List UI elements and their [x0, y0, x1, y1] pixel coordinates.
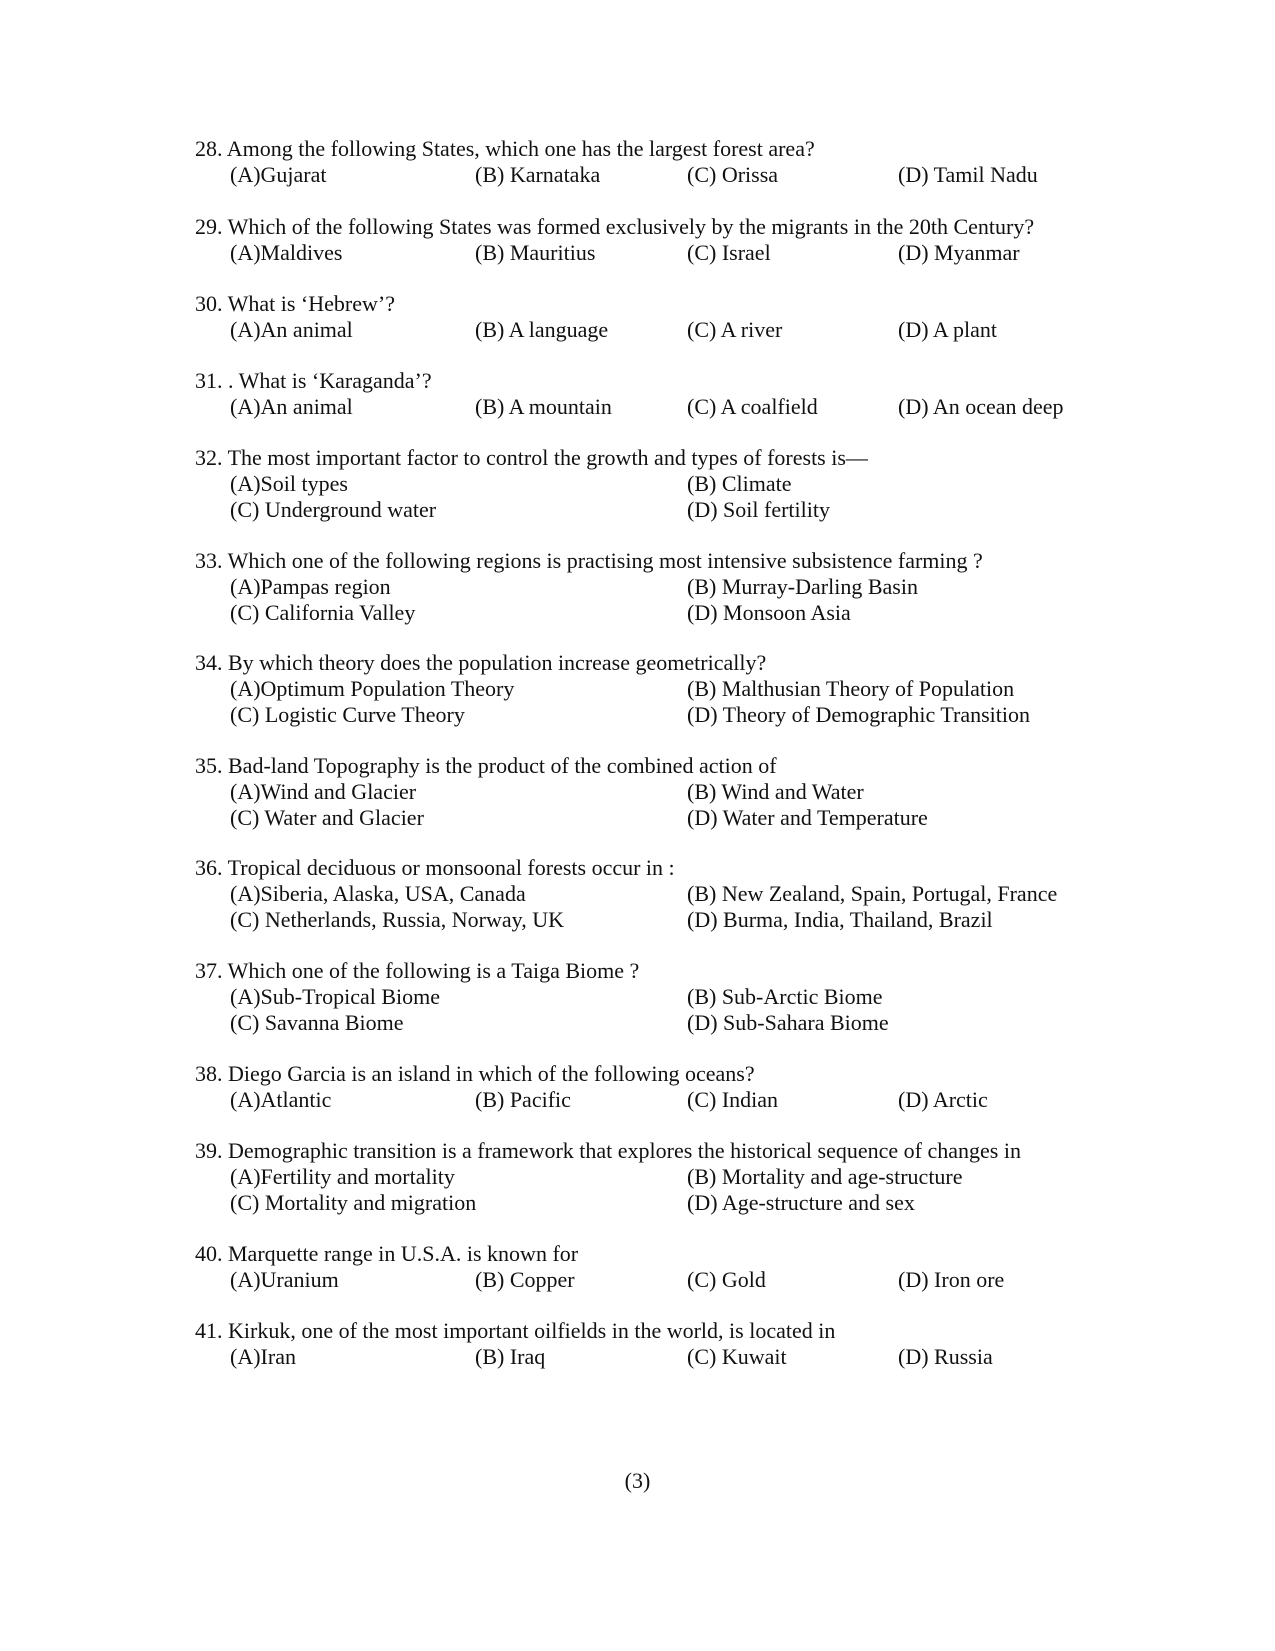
option-c: (C) Logistic Curve Theory	[230, 702, 465, 727]
option-a: (A)Fertility and mortality	[230, 1164, 455, 1189]
option-a: (A)Soil types	[230, 471, 348, 496]
option-c: (C) Orissa	[687, 162, 779, 187]
question-text: 32. The most important factor to control the growth and types of forests is—	[195, 445, 868, 470]
option-b: (B) Iraq	[475, 1344, 546, 1369]
option-d: (D) Iron ore	[898, 1267, 1005, 1292]
option-d: (D) Burma, India, Thailand, Brazil	[687, 907, 993, 932]
option-b: (B) Karnataka	[475, 162, 601, 187]
option-b: (B) Sub-Arctic Biome	[687, 984, 883, 1009]
question-text: 36. Tropical deciduous or monsoonal forests occur in :	[195, 855, 675, 880]
option-d: (D) Theory of Demographic Transition	[687, 702, 1030, 727]
option-row	[195, 162, 1095, 188]
option-b: (B) Murray-Darling Basin	[687, 574, 918, 599]
option-a: (A)Uranium	[230, 1267, 339, 1292]
option-row	[195, 317, 1095, 343]
question-block	[195, 1061, 1095, 1113]
option-d: (D) Tamil Nadu	[898, 162, 1038, 187]
option-b: (B) A mountain	[475, 394, 612, 419]
option-a: (A)Optimum Population Theory	[230, 676, 515, 701]
option-c: (C) Kuwait	[687, 1344, 787, 1369]
option-a: (A)Maldives	[230, 240, 343, 265]
option-row	[195, 574, 1095, 600]
option-d: (D) Monsoon Asia	[687, 600, 851, 625]
option-c: (C) California Valley	[230, 600, 416, 625]
question-block	[195, 650, 1095, 728]
option-d: (D) Sub-Sahara Biome	[687, 1010, 889, 1035]
option-d: (D) Soil fertility	[687, 497, 830, 522]
option-row	[195, 1344, 1095, 1370]
option-row	[195, 497, 1095, 523]
option-row	[195, 1190, 1095, 1216]
question-block	[195, 1138, 1095, 1216]
option-row	[195, 676, 1095, 702]
question-block	[195, 214, 1095, 266]
option-row	[195, 805, 1095, 831]
option-row	[195, 1164, 1095, 1190]
question-text: 33. Which one of the following regions is practising most intensive subsistence farming ?	[195, 548, 983, 573]
option-row	[195, 702, 1095, 728]
question-text: 28. Among the following States, which one has the largest forest area?	[195, 136, 815, 161]
option-c: (C) Indian	[687, 1087, 779, 1112]
option-b: (B) Mortality and age-structure	[687, 1164, 963, 1189]
option-b: (B) Copper	[475, 1267, 575, 1292]
question-text: 29. Which of the following States was formed exclusively by the migrants in the 20th Century?	[195, 214, 1035, 239]
option-row	[195, 984, 1095, 1010]
question-text: 40. Marquette range in U.S.A. is known for	[195, 1241, 579, 1266]
option-c: (C) Water and Glacier	[230, 805, 424, 830]
question-block	[195, 958, 1095, 1036]
question-block	[195, 1318, 1095, 1370]
option-b: (B) Climate	[687, 471, 792, 496]
option-d: (D) Age-structure and sex	[687, 1190, 915, 1215]
question-text: 38. Diego Garcia is an island in which of the following oceans?	[195, 1061, 755, 1086]
page-number: (3)	[624, 1468, 651, 1493]
question-block	[195, 368, 1095, 420]
option-a: (A)Atlantic	[230, 1087, 332, 1112]
option-row	[195, 881, 1095, 907]
option-row	[195, 394, 1095, 420]
option-c: (C) Israel	[687, 240, 771, 265]
option-c: (C) A river	[687, 317, 783, 342]
option-d: (D) Myanmar	[898, 240, 1020, 265]
question-text: 41. Kirkuk, one of the most important oilfields in the world, is located in	[195, 1318, 836, 1343]
question-block	[195, 548, 1095, 626]
option-row	[195, 907, 1095, 933]
option-row	[195, 1267, 1095, 1293]
option-d: (D) Water and Temperature	[687, 805, 928, 830]
question-block	[195, 1241, 1095, 1293]
question-text: 35. Bad-land Topography is the product of the combined action of	[195, 753, 777, 778]
option-b: (B) A language	[475, 317, 609, 342]
question-text: 34. By which theory does the population increase geometrically?	[195, 650, 767, 675]
option-b: (B) Mauritius	[475, 240, 596, 265]
option-a: (A)Pampas region	[230, 574, 391, 599]
question-block	[195, 753, 1095, 831]
question-text: 37. Which one of the following is a Taiga Biome ?	[195, 958, 640, 983]
question-text: 31. . What is ‘Karaganda’?	[195, 368, 432, 393]
option-b: (B) Pacific	[475, 1087, 571, 1112]
option-row	[195, 1087, 1095, 1113]
option-c: (C) A coalfield	[687, 394, 818, 419]
option-d: (D) Russia	[898, 1344, 993, 1369]
option-a: (A)An animal	[230, 317, 353, 342]
option-a: (A)Sub-Tropical Biome	[230, 984, 441, 1009]
option-b: (B) Wind and Water	[687, 779, 864, 804]
option-c: (C) Netherlands, Russia, Norway, UK	[230, 907, 565, 932]
question-block	[195, 291, 1095, 343]
option-d: (D) Arctic	[898, 1087, 988, 1112]
option-a: (A)Gujarat	[230, 162, 327, 187]
option-row	[195, 240, 1095, 266]
option-a: (A)Wind and Glacier	[230, 779, 417, 804]
option-d: (D) An ocean deep	[898, 394, 1064, 419]
option-c: (C) Underground water	[230, 497, 437, 522]
option-b: (B) New Zealand, Spain, Portugal, France	[687, 881, 1058, 906]
question-block	[195, 445, 1095, 523]
option-c: (C) Gold	[687, 1267, 766, 1292]
option-a: (A)Iran	[230, 1344, 296, 1369]
option-a: (A)Siberia, Alaska, USA, Canada	[230, 881, 526, 906]
option-a: (A)An animal	[230, 394, 353, 419]
question-block	[195, 136, 1095, 188]
option-row	[195, 600, 1095, 626]
option-c: (C) Savanna Biome	[230, 1010, 404, 1035]
question-block	[195, 855, 1095, 933]
question-text: 30. What is ‘Hebrew’?	[195, 291, 395, 316]
option-row	[195, 779, 1095, 805]
option-row	[195, 471, 1095, 497]
question-text: 39. Demographic transition is a framework that explores the historical sequence of changes in	[195, 1138, 1021, 1163]
option-row	[195, 1010, 1095, 1036]
option-c: (C) Mortality and migration	[230, 1190, 477, 1215]
option-b: (B) Malthusian Theory of Population	[687, 676, 1015, 701]
option-d: (D) A plant	[898, 317, 997, 342]
